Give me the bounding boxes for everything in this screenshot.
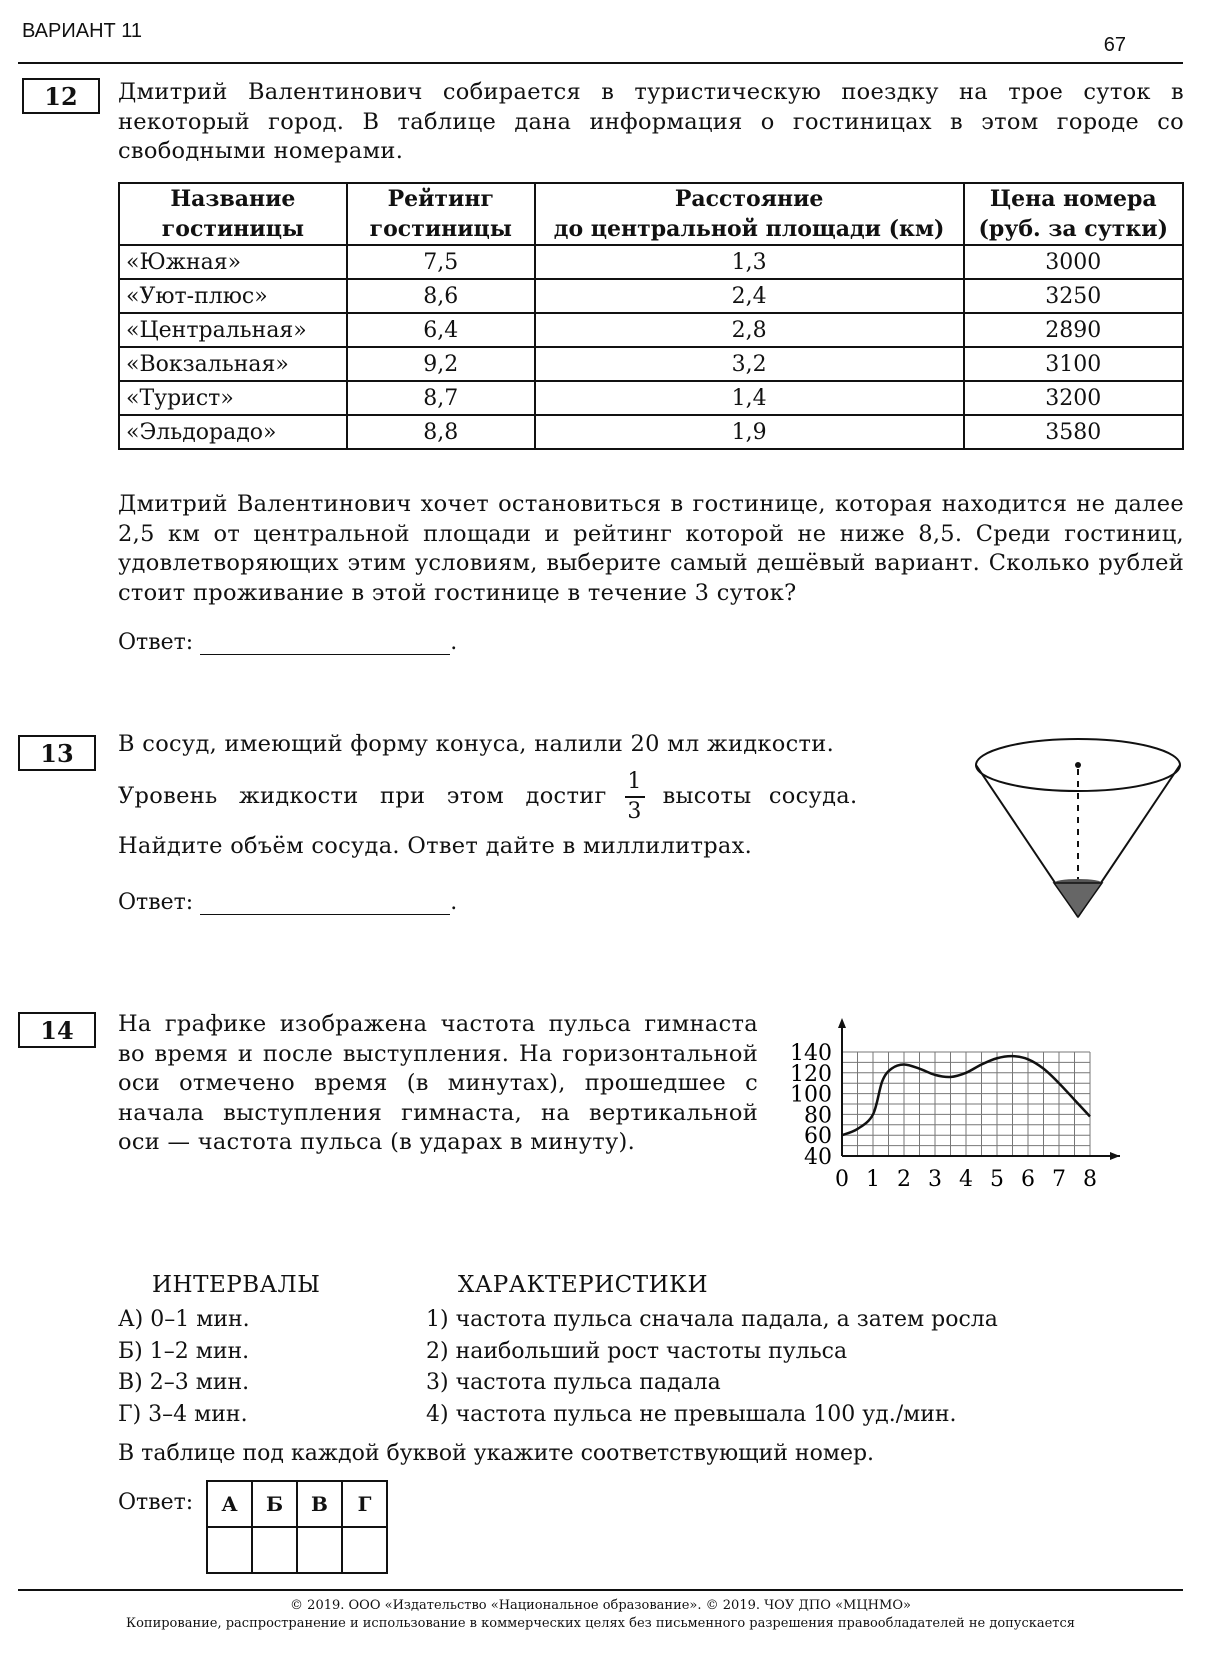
- table-row: «Уют-плюс» 8,6 2,4 3250: [119, 279, 1183, 313]
- characteristics-list: [426, 1304, 998, 1430]
- x-tick-label: 1: [866, 1167, 880, 1192]
- x-tick-label: 2: [897, 1167, 911, 1192]
- task-14-instruction: В таблице под каждой буквой укажите соответствующий номер.: [118, 1441, 875, 1466]
- answer-letter-g: Г: [342, 1481, 387, 1527]
- task-12-answer-field[interactable]: [200, 630, 450, 655]
- footer-rule: [18, 1589, 1183, 1591]
- col-header-distance: Расстояние до центральной площади (км): [535, 183, 964, 245]
- task-13-answer-field[interactable]: [200, 890, 450, 915]
- characteristic-item: 1) частота пульса сначала падала, а затем росла: [426, 1307, 998, 1332]
- task-13-answer: Ответ: .: [118, 890, 458, 915]
- y-axis-arrow: [838, 1018, 846, 1028]
- x-tick-label: 0: [835, 1167, 849, 1192]
- cone-apex-center: [1075, 762, 1081, 768]
- answer-letter-v: В: [297, 1481, 342, 1527]
- intervals-list: [118, 1304, 250, 1430]
- answer-cell-g[interactable]: [342, 1527, 387, 1573]
- y-tick-label: 140: [790, 1041, 832, 1066]
- x-tick-label: 4: [959, 1167, 973, 1192]
- task-14-answer-label: Ответ:: [118, 1490, 194, 1515]
- characteristic-item: 2) наибольший рост частоты пульса: [426, 1338, 848, 1364]
- y-tick-label: 100: [790, 1082, 832, 1108]
- col-header-price: Цена номера (руб. за сутки): [964, 183, 1183, 245]
- hotels-table: [118, 182, 1184, 450]
- task-12-intro: Дмитрий Валентинович собирается в туристическую поездку на трое суток в некоторый город. В таблице дана информация о гостиницах в этом городе со свободными номерами.: [118, 79, 1184, 164]
- characteristic-item: 3) частота пульса падала: [426, 1370, 721, 1395]
- characteristic-item: 4) частота пульса не превышала 100 уд./мин.: [426, 1401, 957, 1427]
- y-tick-label: 40: [804, 1145, 832, 1170]
- task-12-question: Дмитрий Валентинович хочет остановиться в гостинице, которая находится не далее 2,5 км от центральной площади и рейтинг которой не ниже 8,5. Среди гостиниц, удовлетворяющих этим условиям, выберите самый дешёвый вариант. Сколько рублей стоит проживание в этой гостинице в течение 3 суток?: [118, 491, 1184, 606]
- col-header-name: Название гостиницы: [119, 183, 347, 245]
- answer-cell-a[interactable]: [207, 1527, 252, 1573]
- answer-letter-a: А: [207, 1481, 252, 1527]
- x-tick-label: 7: [1052, 1167, 1066, 1192]
- task-14-text: На графике изображена частота пульса гимнаста во время и после выступления. На горизонтальной оси отмечено время (в минутах), прошедшее с начала выступления гимнаста, на вертикальной оси — частота пульса (в ударах в минуту).: [118, 1011, 758, 1155]
- table-row: «Центральная» 6,4 2,8 2890: [119, 313, 1183, 347]
- x-tick-label: 5: [990, 1167, 1004, 1192]
- task-12-number: 12: [22, 78, 100, 114]
- interval-item: Б) 1–2 мин.: [118, 1338, 250, 1364]
- answer-cell-v[interactable]: [297, 1527, 342, 1573]
- footer-notice: Копирование, распространение и использование в коммерческих целях без письменного разрешения правообладателей не допускается: [126, 1616, 1075, 1631]
- answer-cell-b[interactable]: [252, 1527, 297, 1573]
- task-13-line3: Найдите объём сосуда. Ответ дайте в миллилитрах.: [118, 833, 753, 859]
- characteristics-title: ХАРАКТЕРИСТИКИ: [458, 1272, 709, 1298]
- task-13-line2: Уровень жидкости при этом достиг $\frac{1}{3}$ высоты сосуда.: [118, 769, 858, 824]
- task-14-answer-table: [206, 1480, 388, 1574]
- table-header-row: [119, 183, 1183, 245]
- answer-letter-b: Б: [252, 1481, 297, 1527]
- header-rule: [18, 62, 1183, 64]
- x-tick-label: 3: [928, 1167, 942, 1192]
- page-number: 67: [1103, 34, 1126, 56]
- table-row: «Вокзальная» 9,2 3,2 3100: [119, 347, 1183, 381]
- interval-item: А) 0–1 мин.: [118, 1307, 250, 1332]
- footer-copyright: © 2019. ООО «Издательство «Национальное образование». © 2019. ЧОУ ДПО «МЦНМО»: [290, 1598, 911, 1613]
- interval-item: Г) 3–4 мин.: [118, 1401, 248, 1427]
- fraction-one-third: $\frac{1}{3}$: [625, 768, 645, 826]
- task-13-line1: В сосуд, имеющий форму конуса, налили 20 мл жидкости.: [118, 731, 835, 757]
- x-tick-label: 6: [1021, 1167, 1035, 1192]
- y-tick-label: 120: [790, 1061, 832, 1087]
- task-14-number: 14: [18, 1012, 96, 1048]
- answer-cells-row: [207, 1527, 387, 1573]
- table-row: «Эльдорадо» 8,8 1,9 3580: [119, 415, 1183, 449]
- col-header-rating: Рейтинг гостиницы: [347, 183, 535, 245]
- liquid-fill: [1054, 883, 1102, 917]
- pulse-chart: [790, 1010, 1190, 1270]
- task-12-answer: Ответ: .: [118, 630, 458, 655]
- variant-label: ВАРИАНТ 11: [22, 20, 143, 42]
- table-row: «Турист» 8,7 1,4 3200: [119, 381, 1183, 415]
- table-row: «Южная» 7,5 1,3 3000: [119, 245, 1183, 279]
- x-axis-arrow: [1110, 1152, 1120, 1160]
- x-tick-label: 8: [1083, 1167, 1097, 1192]
- answer-letters-row: [207, 1481, 387, 1527]
- interval-item: В) 2–3 мин.: [118, 1370, 250, 1395]
- cone-figure: [970, 735, 1190, 925]
- task-13-number: 13: [18, 735, 96, 771]
- intervals-title: ИНТЕРВАЛЫ: [152, 1272, 321, 1298]
- y-tick-label: 60: [804, 1124, 832, 1150]
- y-tick-label: 80: [804, 1103, 832, 1129]
